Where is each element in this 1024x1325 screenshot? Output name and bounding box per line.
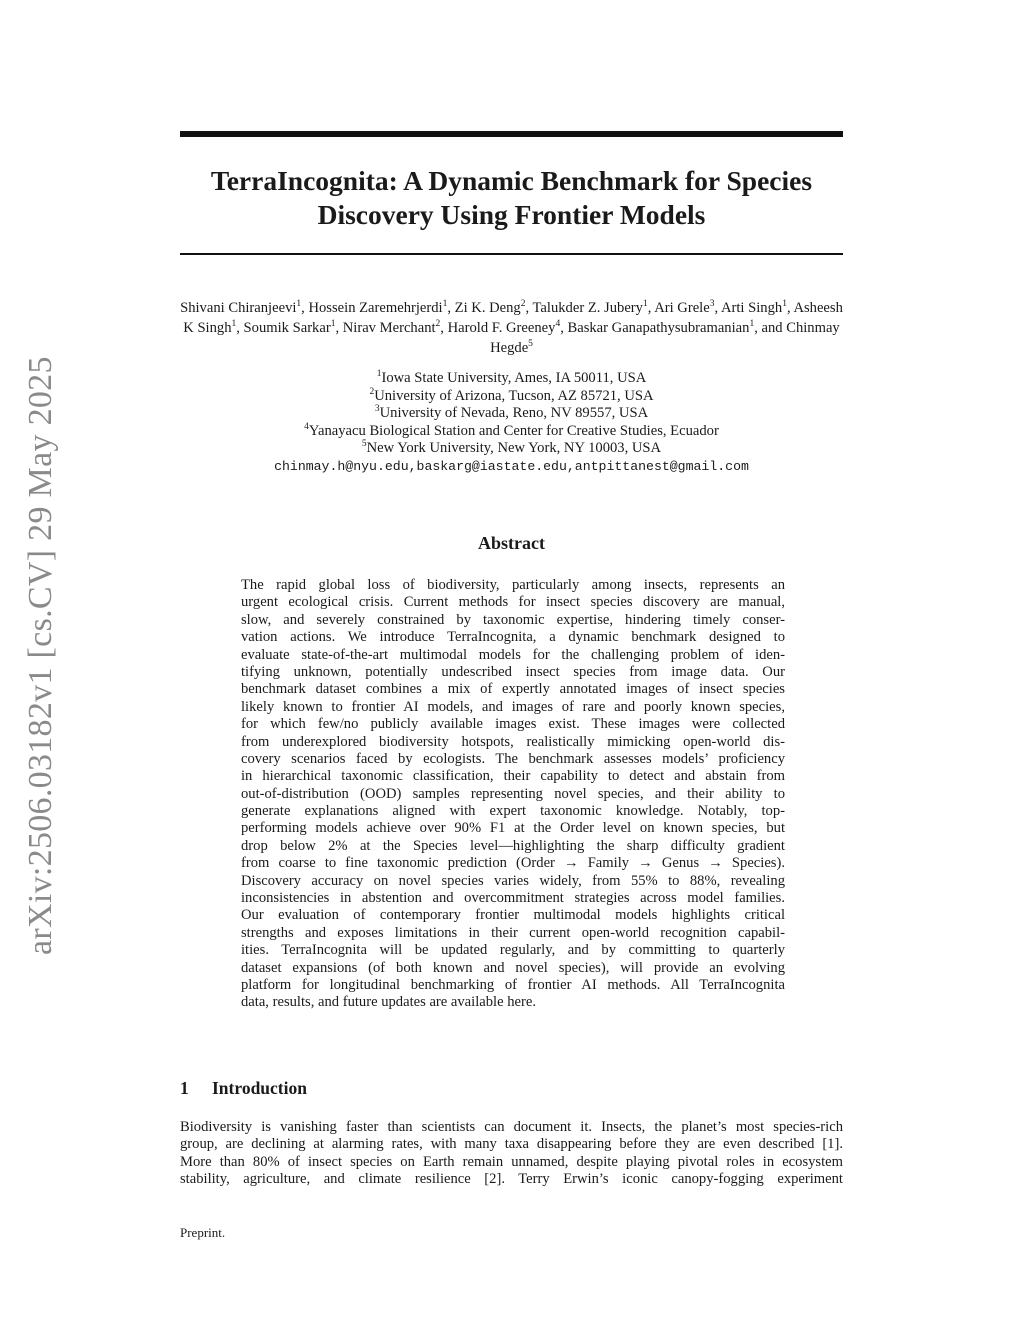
- intro-line: stability, agriculture, and climate resilience [2]. Terry Erwin’s iconic canopy-fogging experiment: [180, 1171, 843, 1188]
- author-affiliation-mark: 1: [642, 299, 648, 310]
- affiliation-text: Yanayacu Biological Station and Center for Creative Studies, Ecuador: [308, 422, 719, 439]
- abstract-line: benchmark dataset combines a mix of expertly annotated images of insect species: [241, 681, 785, 698]
- abstract-line: generate explanations aligned with expert taxonomic knowledge. Notably, top-: [241, 803, 785, 820]
- author-affiliation-mark: 3: [709, 299, 715, 310]
- author-name: Chinmay Hegde: [490, 320, 840, 356]
- abstract-line: from coarse to fine taxonomic prediction (Order → Family → Genus → Species).: [241, 855, 785, 872]
- affiliation-text: University of Nevada, Reno, NV 89557, USA: [379, 405, 649, 421]
- abstract-line: covery scenarios faced by ecologists. The benchmark assesses models’ proficiency: [241, 750, 785, 767]
- author-affiliation-mark: 1: [782, 299, 787, 310]
- affiliation-item: [180, 370, 843, 388]
- author-name: Shivani Chiranjeevi: [180, 300, 297, 316]
- author-separator: ,: [335, 320, 343, 336]
- abstract-line: in hierarchical taxonomic classification, their capability to detect and abstain from: [241, 768, 785, 785]
- abstract-line: from underexplored biodiversity hotspots, realistically mimicking open-world dis-: [241, 733, 785, 750]
- abstract-line: performing models achieve over 90% F1 at the Order level on known species, but: [241, 820, 785, 837]
- author-affiliation-mark: 1: [330, 319, 336, 330]
- abstract-line: urgent ecological crisis. Current methods for insect species discovery are manual,: [241, 594, 785, 611]
- affiliations-block: [180, 370, 843, 475]
- affiliation-number: 2: [369, 386, 375, 397]
- author-separator: ,: [647, 300, 655, 316]
- affiliation-text: New York University, New York, NY 10003, USA: [366, 440, 662, 456]
- author-separator: ,: [440, 320, 448, 336]
- author-name: Nirav Merchant: [342, 320, 436, 336]
- affiliation-item: [180, 440, 843, 458]
- author-affiliation-mark: 1: [231, 319, 237, 330]
- author-affiliation-mark: 1: [749, 319, 755, 330]
- abstract-line: platform for longitudinal benchmarking of frontier AI methods. All TerraIncognita: [241, 976, 785, 993]
- author-name: Asheesh K Singh: [183, 300, 843, 336]
- title-line-2: Discovery Using Frontier Models: [317, 199, 706, 230]
- abstract-body: [241, 577, 785, 1012]
- section-number: 1: [180, 1078, 189, 1098]
- abstract-line: out-of-distribution (OOD) samples representing novel species, and their ability to: [241, 785, 785, 802]
- author-separator: ,: [560, 320, 568, 336]
- author-name: Baskar Ganapathysubramanian: [567, 320, 750, 336]
- author-name: Harold F. Greeney: [447, 320, 556, 336]
- author-emails: chinmay.h@nyu.edu,baskarg@iastate.edu,antpittanest@gmail.com: [274, 458, 749, 474]
- author-name: Zi K. Deng: [454, 300, 521, 316]
- affiliation-number: 5: [361, 439, 367, 450]
- author-affiliation-mark: 5: [528, 339, 533, 350]
- affiliation-number: 4: [304, 421, 309, 432]
- title-rule-top: [180, 131, 843, 137]
- author-separator: , and: [754, 320, 787, 336]
- title-rule-bottom: [180, 253, 843, 255]
- affiliation-list: [180, 370, 843, 458]
- author-affiliation-mark: 1: [442, 299, 448, 310]
- abstract-line: evaluate state-of-the-art multimodal models for the challenging problem of iden-: [241, 646, 785, 663]
- author-separator: ,: [447, 300, 455, 316]
- abstract-line: dataset expansions (of both known and novel species), will provide an evolving: [241, 959, 785, 976]
- abstract-line: vation actions. We introduce TerraIncognita, a dynamic benchmark designed to: [241, 629, 785, 646]
- affiliation-item: [180, 423, 843, 441]
- affiliation-item: [180, 388, 843, 406]
- author-name: Soumik Sarkar: [243, 320, 331, 336]
- section-title: Introduction: [212, 1078, 307, 1098]
- abstract-line: data, results, and future updates are available here.: [241, 994, 536, 1011]
- author-list: [180, 298, 843, 358]
- footer-note: Preprint.: [180, 1225, 226, 1240]
- abstract-line: strengths and exposes limitations in their current open-world recognition capabil-: [241, 924, 785, 941]
- section-heading: [180, 1078, 307, 1099]
- author-affiliation-mark: 4: [555, 319, 561, 330]
- affiliation-number: 3: [374, 404, 380, 415]
- author-separator: ,: [301, 300, 309, 316]
- abstract-line: ities. TerraIncognita will be updated regularly, and by committing to quarterly: [241, 942, 785, 959]
- affiliation-text: Iowa State University, Ames, IA 50011, USA: [381, 370, 647, 386]
- abstract-line: tifying unknown, potentially undescribed insect species from image data. Our: [241, 663, 785, 680]
- abstract-heading: Abstract: [478, 533, 545, 553]
- author-name: Talukder Z. Jubery: [532, 300, 643, 316]
- author-affiliation-mark: 1: [296, 299, 302, 310]
- affiliation-text: University of Arizona, Tucson, AZ 85721, USA: [374, 387, 654, 404]
- author-affiliation-mark: 2: [520, 299, 526, 310]
- abstract-line: inconsistencies in abstention and overcommitment strategies across model families.: [241, 890, 785, 907]
- intro-line: group, are declining at alarming rates, with many taxa disappearing before they are even described [1].: [180, 1136, 843, 1153]
- abstract-line: Discovery accuracy on novel species varies widely, from 55% to 88%, revealing: [241, 872, 785, 889]
- author-separator: ,: [714, 300, 721, 316]
- author-name: Arti Singh: [720, 300, 783, 316]
- abstract-line: slow, and severely constrained by taxonomic expertise, hindering timely conser-: [241, 611, 785, 628]
- author-affiliation-mark: 2: [435, 319, 441, 330]
- author-separator: ,: [236, 320, 244, 336]
- abstract-line: The rapid global loss of biodiversity, particularly among insects, represents an: [241, 577, 785, 593]
- abstract-line: for which few/no publicly available images exist. These images were collected: [241, 716, 785, 733]
- intro-line: More than 80% of insect species on Earth remain unnamed, despite playing pivotal roles in ecosystem: [180, 1153, 843, 1170]
- affiliation-number: 1: [376, 369, 382, 380]
- introduction-body: [180, 1119, 843, 1189]
- paper-title: [180, 164, 843, 232]
- abstract-line: likely known to frontier AI models, and images of rare and poorly known species,: [241, 698, 785, 715]
- author-name: Hossein Zaremehrjerdi: [308, 300, 443, 316]
- author-name: Ari Grele: [654, 300, 710, 316]
- abstract-line: Our evaluation of contemporary frontier multimodal models highlights critical: [241, 907, 785, 924]
- intro-line: Biodiversity is vanishing faster than scientists can document it. Insects, the planet’s most species-rich: [180, 1119, 843, 1135]
- author-separator: ,: [786, 300, 794, 316]
- author-separator: ,: [525, 300, 533, 316]
- affiliation-item: [180, 405, 843, 423]
- title-line-1: TerraIncognita: A Dynamic Benchmark for Species: [210, 165, 813, 196]
- abstract-line: drop below 2% at the Species level—highlighting the sharp difficulty gradient: [241, 837, 785, 854]
- arxiv-side-identifier: arXiv:2506.03182v1 [cs.CV] 29 May 2025: [22, 356, 59, 955]
